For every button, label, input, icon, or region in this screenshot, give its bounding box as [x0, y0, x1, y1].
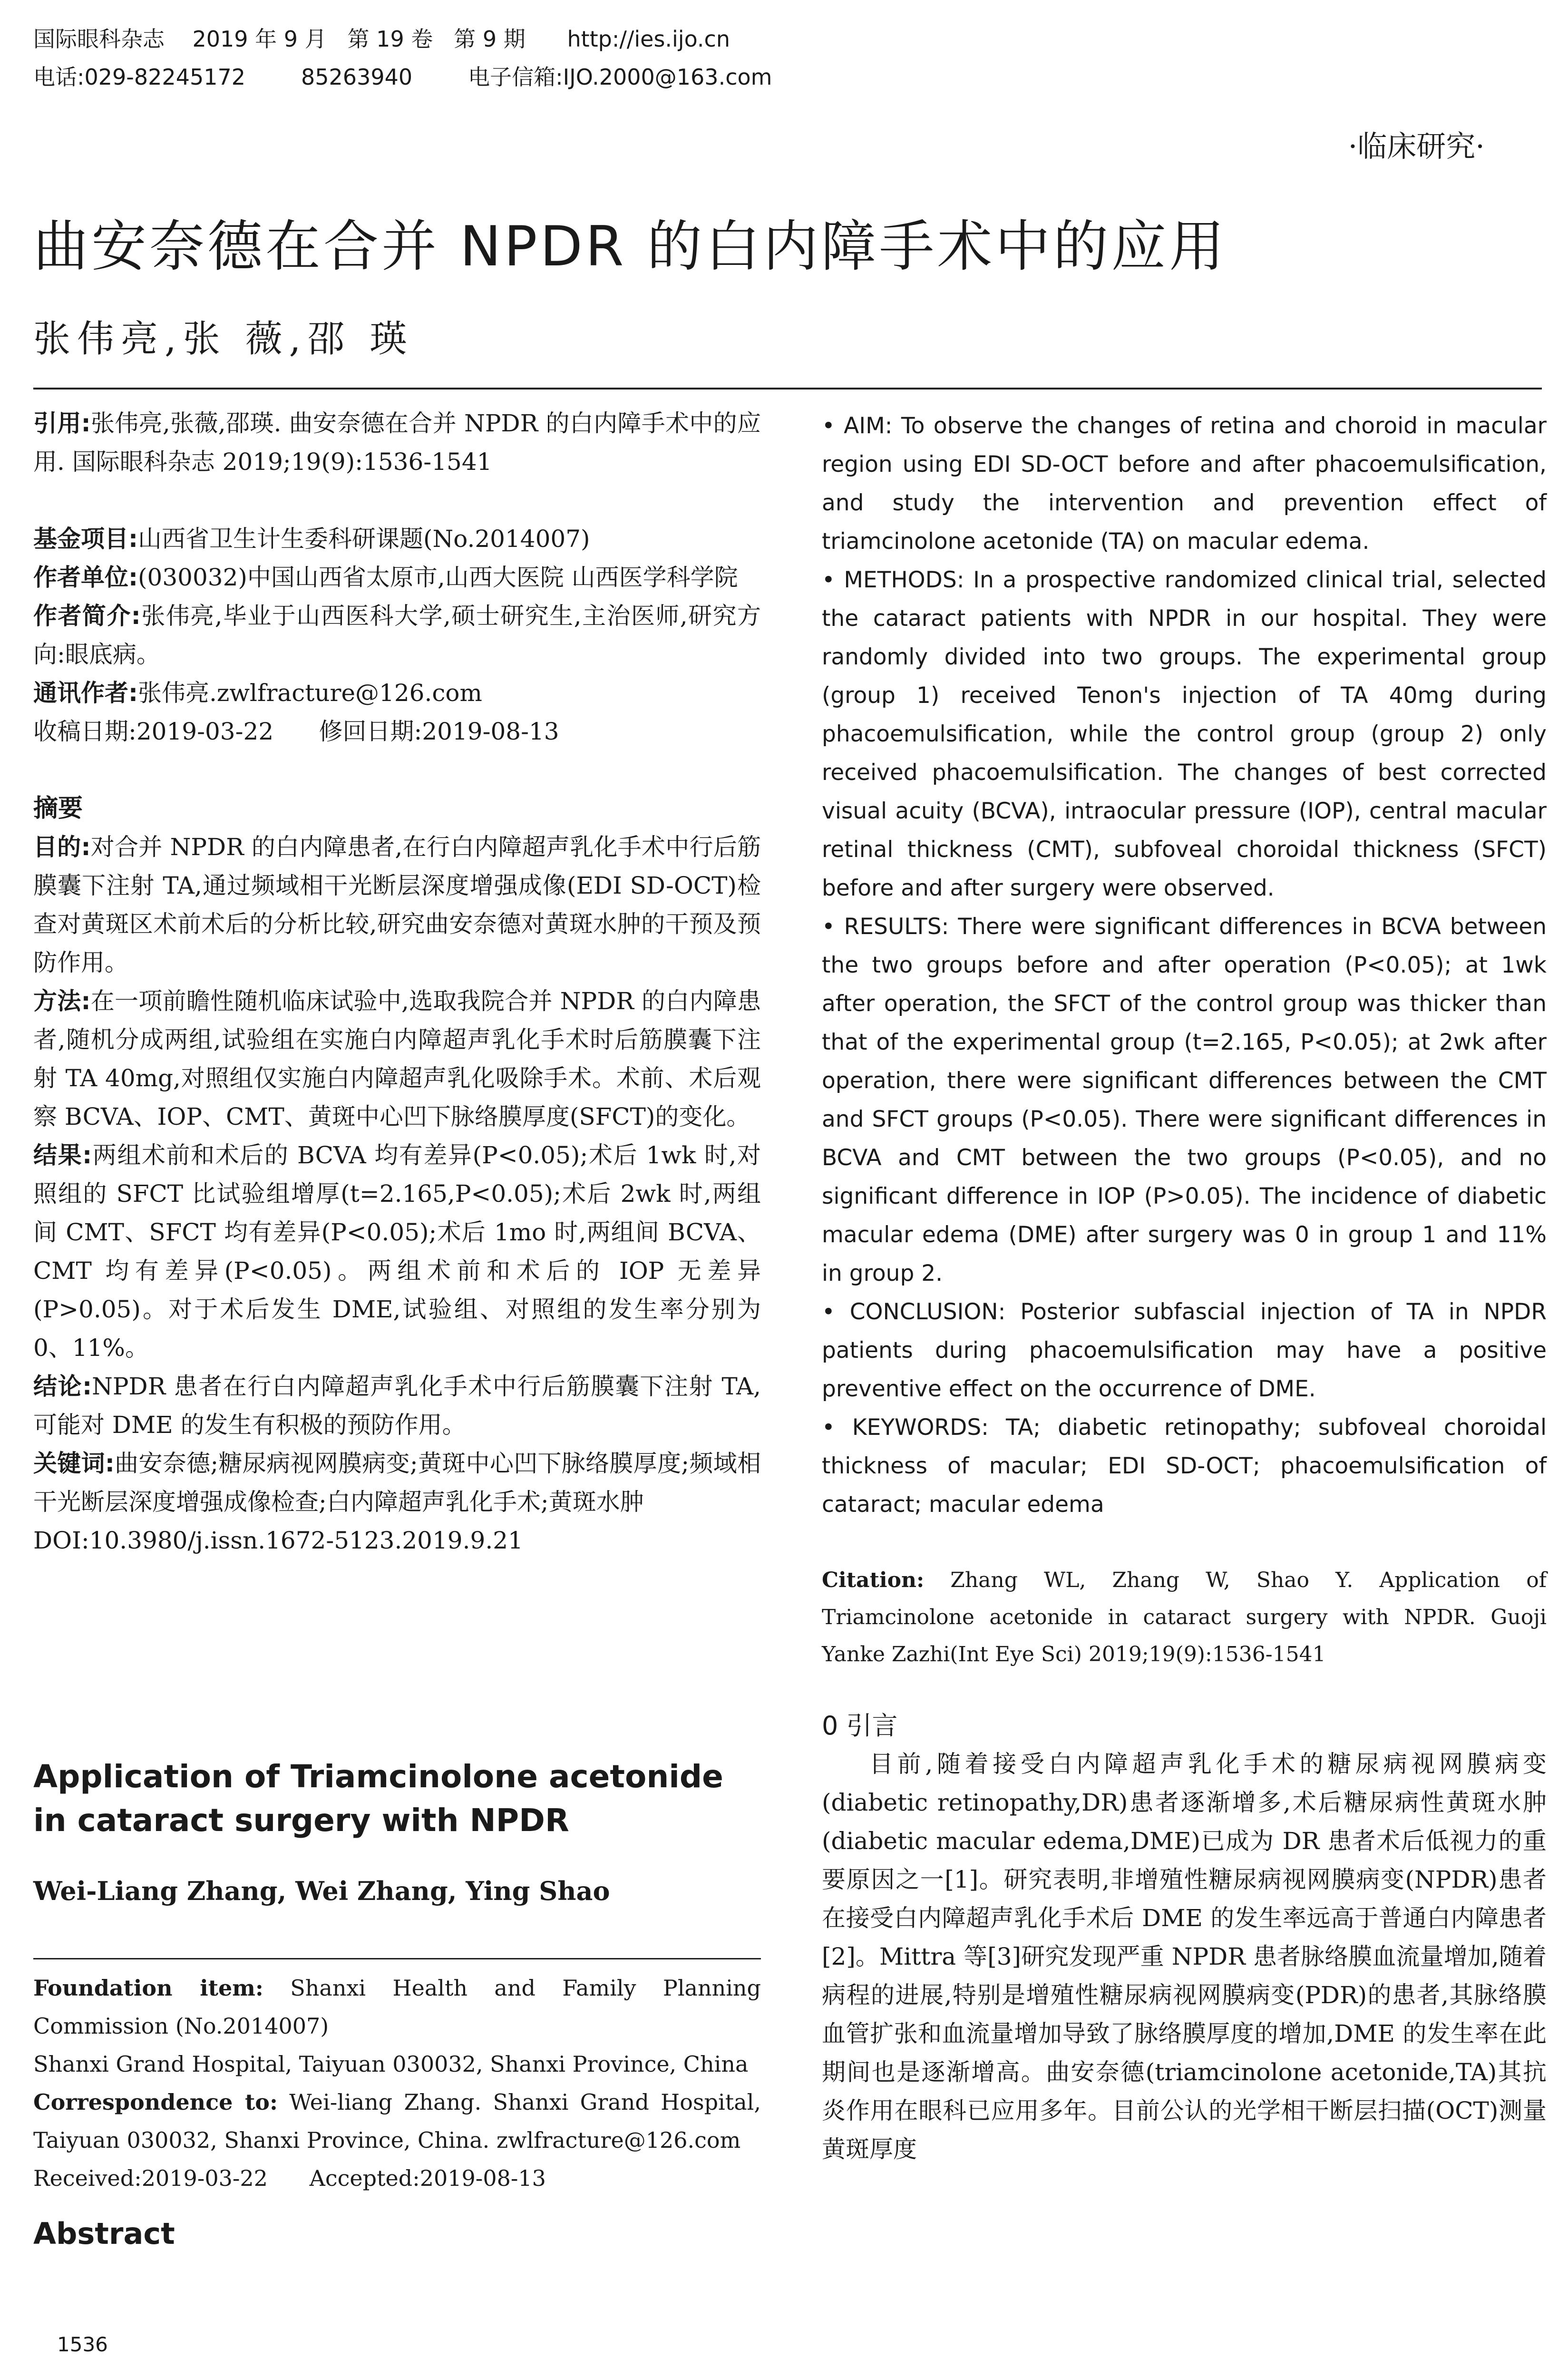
methods-cn-text: 在一项前瞻性随机临床试验中,选取我院合并 NPDR 的白内障患者,随机分成两组,试验组在实施白内障超声乳化手术时后筋膜囊下注射 TA 40mg,对照组仅实施白内障超声乳化吸除手术。术前、术后观察 BCVA、IOP、CMT、黄斑中心凹下脉络膜厚度(SFCT)的变化。 — [33, 987, 761, 1130]
keywords-cn-text: 曲安奈德;糖尿病视网膜病变;黄斑中心凹下脉络膜厚度;频域相干光断层深度增强成像检查;白内障超声乳化手术;黄斑水肿 — [33, 1450, 761, 1516]
citation-cn-text: 张伟亮,张薇,邵瑛. 曲安奈德在合并 NPDR 的白内障手术中的应用. 国际眼科杂志 2019;19(9):1536-1541 — [33, 409, 761, 476]
en-correspondence-text: Wei-liang Zhang. Shanxi Grand Hospital, Taiyuan 030032, Shanxi Province, China. zwlfracture@126.com — [33, 2089, 761, 2153]
en-citation-text: Zhang WL, Zhang W, Shao Y. Application of Triamcinolone acetonide in cataract surgery with NPDR. Guoji Yanke Zazhi(Int Eye Sci) 2019;19(9):1536-1541 — [822, 1568, 1547, 1666]
en-keywords: • KEYWORDS: TA; diabetic retinopathy; subfoveal choroidal thickness of macular; EDI SD-OCT; phacoemulsification of cataract; macular edema — [822, 1414, 1547, 1518]
en-abstract-heading: Abstract — [33, 2216, 175, 2251]
results-cn-text: 两组术前和术后的 BCVA 均有差异(P<0.05);术后 1wk 时,对照组的 SFCT 比试验组增厚(t=2.165,P<0.05);术后 2wk 时,两组间 CMT、SFCT 均有差异(P<0.05);术后 1mo 时,两组间 BCVA、CMT 均有差异(P<0.05)。两组术前和术后的 IOP 无差异(P>0.05)。对于术后发生 DME,试验组、对照组的发生率分别为 0、11%。 — [33, 1141, 761, 1362]
en-methods: • METHODS: In a prospective randomized clinical trial, selected the cataract patients with NPDR in our hospital. They were randomly divided into two groups. The experimental group (group 1) received Tenon's injection of TA 40mg during phacoemulsification, while the control group (group 2) only received phacoemulsification. The changes of best corrected visual acuity (BCVA), intraocular pressure (IOP), central macular retinal thickness (CMT), subfoveal choroidal thickness (SFCT) before and after surgery were observed. — [822, 567, 1547, 901]
en-citation-label: Citation: — [822, 1568, 925, 1592]
results-cn — [33, 1136, 761, 1367]
section-label: ·临床研究· — [1348, 129, 1485, 164]
bio-cn-label: 作者简介: — [33, 602, 141, 630]
unit-cn-text: (030032)中国山西省太原市,山西大医院 山西医学科学院 — [138, 564, 738, 591]
methods-cn — [33, 982, 761, 1136]
en-foundation-text: Shanxi Health and Family Planning Commission (No.2014007) — [33, 1975, 761, 2039]
right-column — [822, 407, 1547, 2169]
corr-cn-text: 张伟亮.zwlfracture@126.com — [138, 679, 482, 707]
conclusion-cn-label: 结论: — [33, 1373, 92, 1400]
en-citation — [822, 1562, 1547, 1673]
aim-cn-text: 对合并 NPDR 的白内障患者,在行白内障超声乳化手术中行后筋膜囊下注射 TA,通过频域相干光断层深度增强成像(EDI SD-OCT)检查对黄斑区术前术后的分析比较,研究曲安奈德对黄斑水肿的干预及预防作用。 — [33, 833, 761, 976]
abstract-cn-heading: 摘要 — [33, 794, 83, 823]
dates-cn: 收稿日期:2019-03-22 修回日期:2019-08-13 — [33, 718, 559, 745]
en-aim: • AIM: To observe the changes of retina and choroid in macular region using EDI SD-OCT before and after phacoemulsification, and study the intervention and prevention effect of triamcinolone acetonide (TA) on macular edema. — [822, 413, 1547, 555]
journal-header-line1: 国际眼科杂志 2019 年 9 月 第 19 卷 第 9 期 http://ies.ijo.cn — [33, 26, 730, 52]
corr-cn-label: 通讯作者: — [33, 679, 138, 707]
fund-cn — [33, 520, 761, 558]
en-conclusion: • CONCLUSION: Posterior subfascial injection of TA in NPDR patients during phacoemulsification may have a positive preventive effect on the occurrence of DME. — [822, 1299, 1547, 1402]
en-article-authors: Wei-Liang Zhang, Wei Zhang, Ying Shao — [33, 1876, 610, 1906]
left-column — [33, 404, 761, 1560]
corr-cn — [33, 674, 761, 712]
bio-cn — [33, 597, 761, 674]
en-foundation-label: Foundation item: — [33, 1975, 263, 2001]
journal-header-line2: 电话:029-82245172 85263940 电子信箱:IJO.2000@163.com — [33, 64, 772, 90]
results-cn-label: 结果: — [33, 1141, 92, 1169]
article-authors: 张伟亮,张 薇,邵 瑛 — [33, 318, 414, 360]
conclusion-cn — [33, 1367, 761, 1444]
en-affiliation: Shanxi Grand Hospital, Taiyuan 030032, Shanxi Province, China — [33, 2051, 749, 2077]
fund-cn-text: 山西省卫生计生委科研课题(No.2014007) — [138, 525, 590, 553]
en-divider — [33, 1958, 761, 1959]
aim-cn-label: 目的: — [33, 833, 91, 861]
bio-cn-text: 张伟亮,毕业于山西医科大学,硕士研究生,主治医师,研究方向:眼底病。 — [33, 602, 761, 668]
intro-heading: 0 引言 — [822, 1711, 898, 1741]
en-correspondence-label: Correspondence to: — [33, 2089, 278, 2115]
intro-text: 目前,随着接受白内障超声乳化手术的糖尿病视网膜病变(diabetic retinopathy,DR)患者逐渐增多,术后糖尿病性黄斑水肿(diabetic macular edema,DME)已成为 DR 患者术后低视力的重要原因之一[1]。研究表明,非增殖性糖尿病视网膜病变(NPDR)患者在接受白内障超声乳化手术后 DME 的发生率远高于普通白内障患者[2]。Mittra 等[3]研究发现严重 NPDR 患者脉络膜血流量增加,随着病程的进展,特别是增殖性糖尿病视网膜病变(PDR)的患者,其脉络膜血管扩张和血流量增加导致了脉络膜厚度的增加,DME 的发生率在此期间也是逐渐增高。曲安奈德(triamcinolone acetonide,TA)其抗炎作用在眼科已应用多年。目前公认的光学相干断层扫描(OCT)测量黄斑厚度 — [822, 1750, 1547, 2163]
methods-cn-label: 方法: — [33, 987, 91, 1015]
conclusion-cn-text: NPDR 患者在行白内障超声乳化手术中行后筋膜囊下注射 TA,可能对 DME 的发生有积极的预防作用。 — [33, 1373, 761, 1439]
en-dates: Received:2019-03-22 Accepted:2019-08-13 — [33, 2165, 546, 2191]
doi: DOI:10.3980/j.issn.1672-5123.2019.9.21 — [33, 1527, 523, 1554]
citation-cn — [33, 404, 761, 481]
article-title: 曲安奈德在合并 NPDR 的白内障手术中的应用 — [33, 214, 1227, 279]
keywords-cn — [33, 1444, 761, 1521]
aim-cn — [33, 828, 761, 982]
citation-cn-label: 引用: — [33, 409, 91, 437]
en-meta-block — [33, 1969, 761, 2251]
en-header-block — [33, 1755, 761, 1906]
page-number: 1536 — [57, 2333, 108, 2356]
keywords-cn-label: 关键词: — [33, 1450, 115, 1477]
unit-cn-label: 作者单位: — [33, 564, 138, 591]
en-correspondence — [33, 2083, 761, 2159]
en-results: • RESULTS: There were significant differences in BCVA between the two groups before and after operation (P<0.05); at 1wk after operation, the SFCT of the control group was thicker than that of the experimental group (t=2.165, P<0.05); at 2wk after operation, there were significant differences between the CMT and SFCT groups (P<0.05). There were significant differences in BCVA and CMT between the two groups (P<0.05), and no significant difference in IOP (P>0.05). The incidence of diabetic macular edema (DME) after surgery was 0 in group 1 and 11% in group 2. — [822, 914, 1547, 1286]
unit-cn — [33, 558, 761, 597]
en-article-title: Application of Triamcinolone acetonide in cataract surgery with NPDR — [33, 1758, 723, 1839]
title-divider — [33, 388, 1542, 390]
fund-cn-label: 基金项目: — [33, 525, 138, 553]
en-foundation — [33, 1969, 761, 2045]
